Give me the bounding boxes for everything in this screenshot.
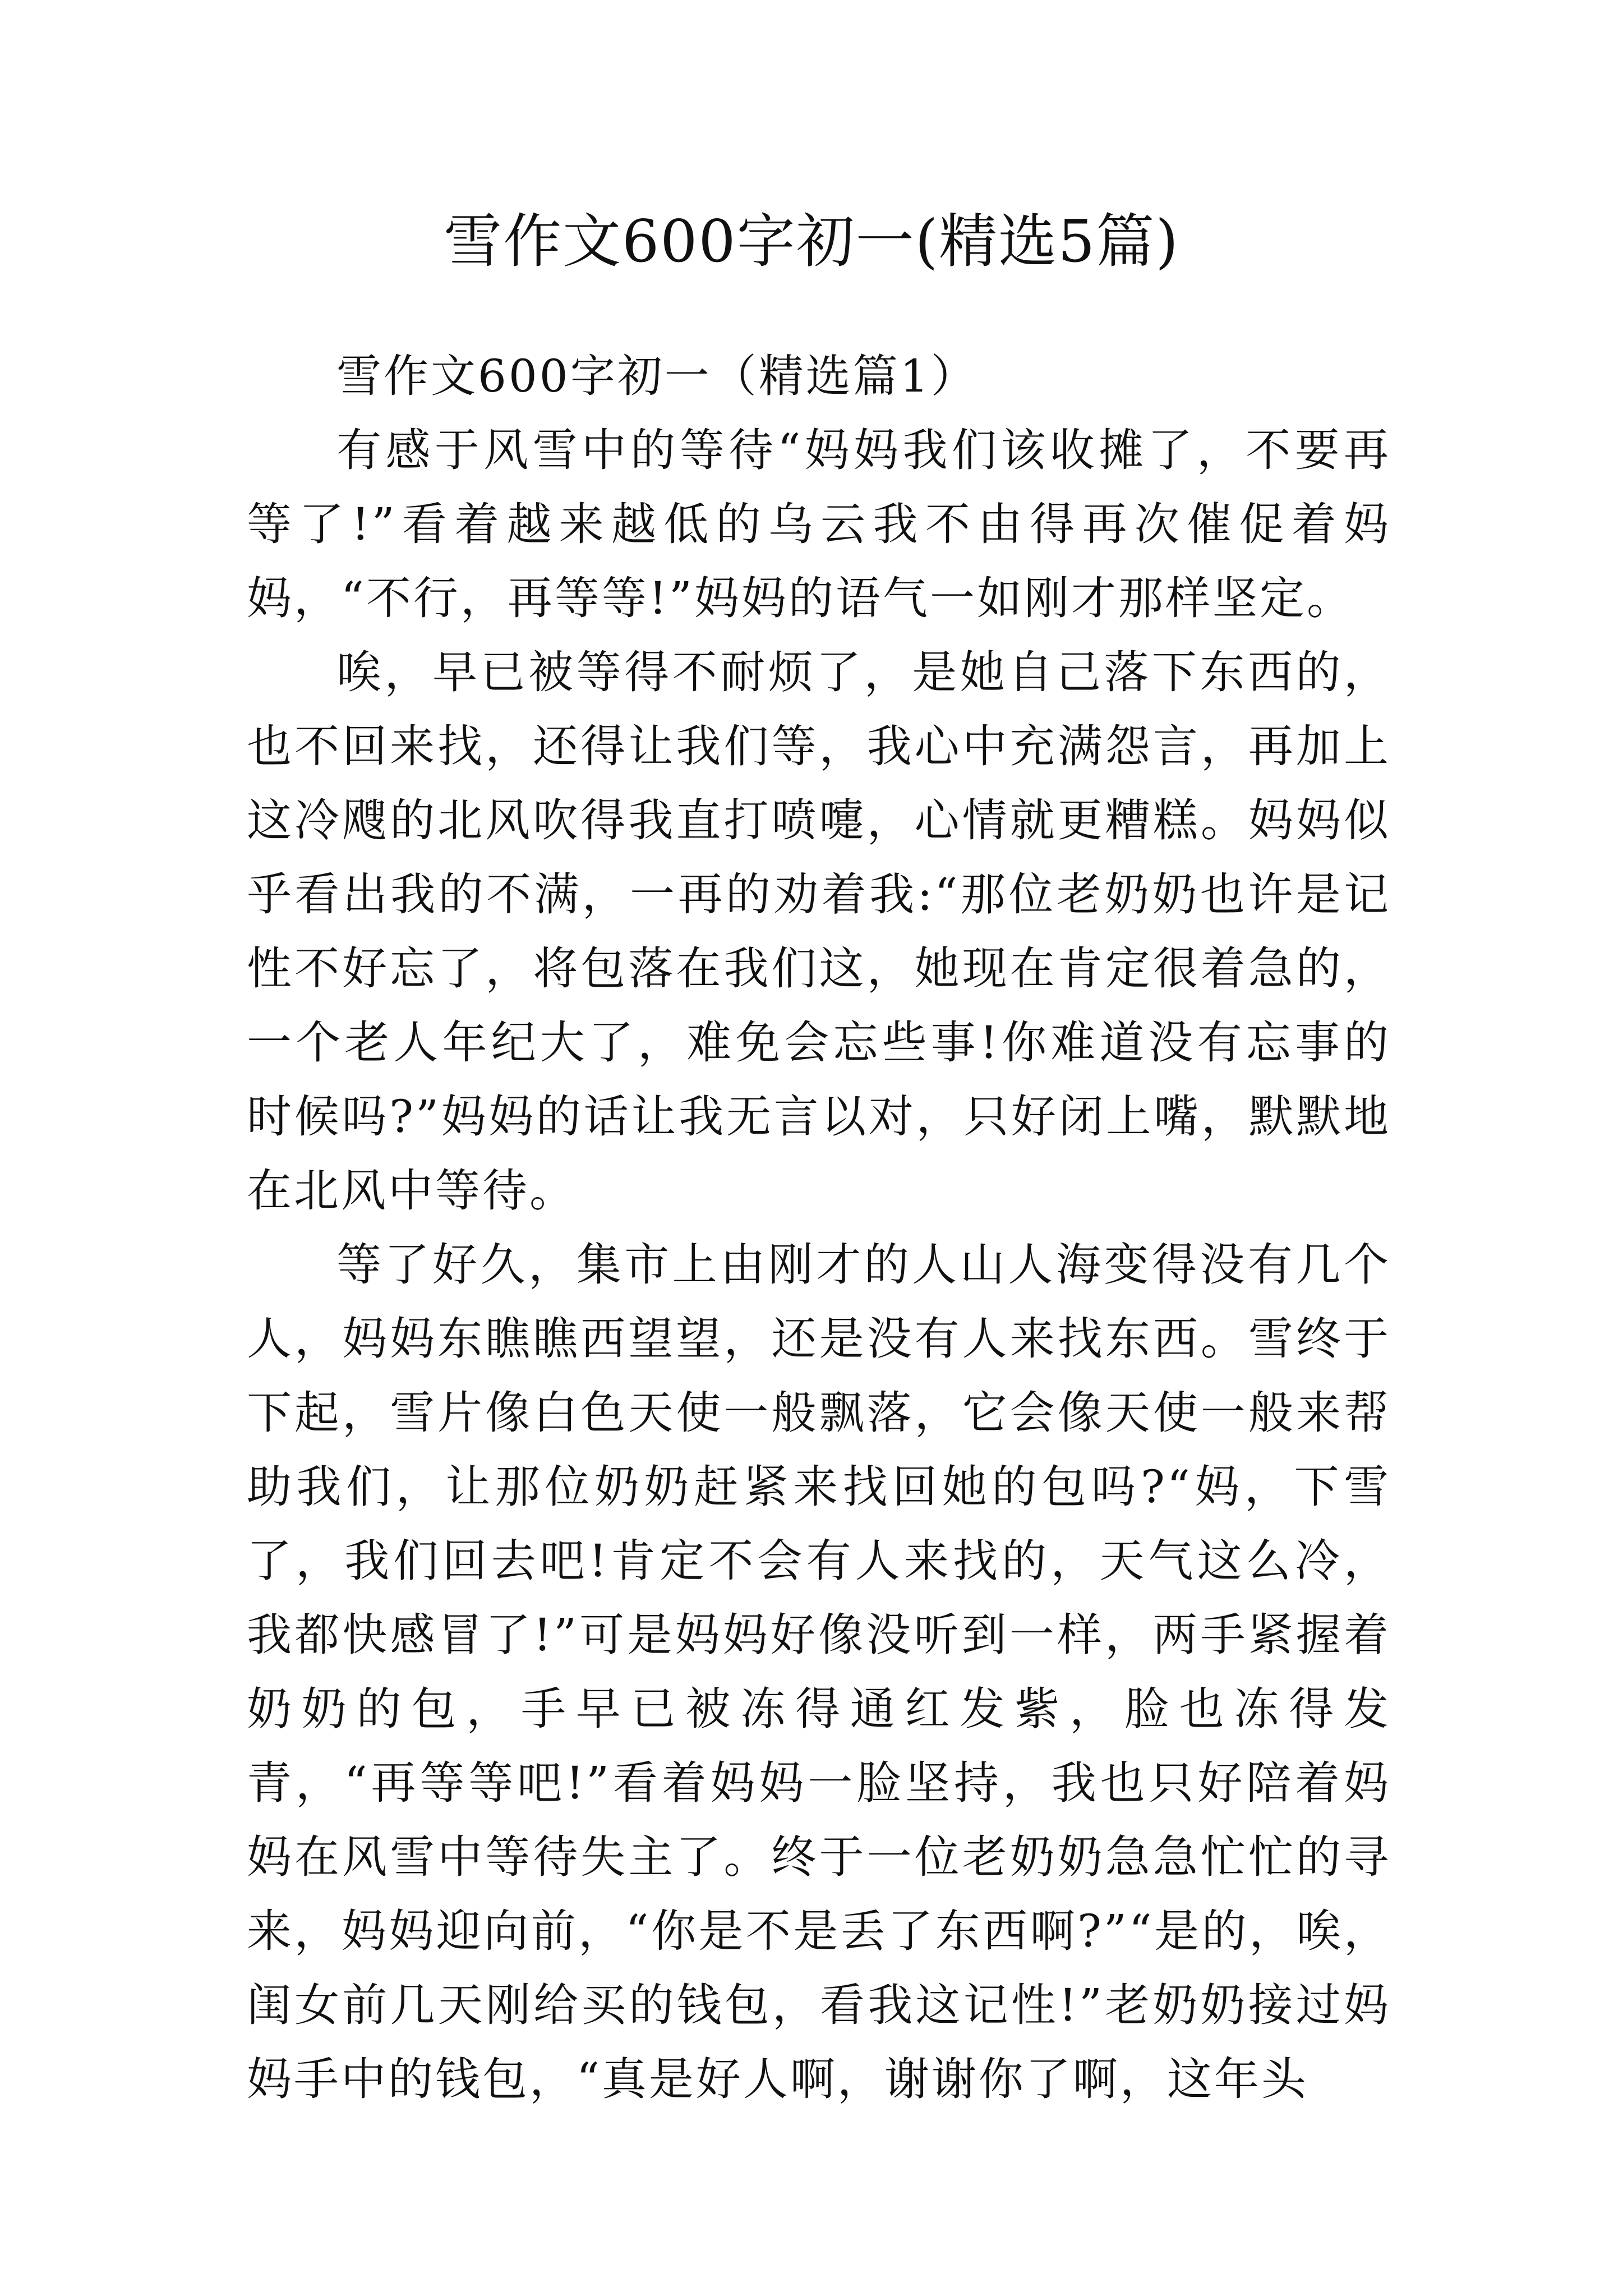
document-body bbox=[247, 339, 1391, 2116]
paragraph: 唉，早已被等得不耐烦了，是她自己落下东西的，也不回来找，还得让我们等，我心中充满怨言，再加上这冷飕的北风吹得我直打喷嚏，心情就更糟糕。妈妈似乎看出我的不满，一再的劝着我:“那位老奶奶也许是记性不好忘了，将包落在我们这，她现在肯定很着急的，一个老人年纪大了，难免会忘些事!你难道没有忘事的时候吗?”妈妈的话让我无言以对，只好闭上嘴，默默地在北风中等待。 bbox=[247, 646, 1391, 1217]
section-heading: 雪作文600字初一（精选篇1） bbox=[336, 350, 978, 402]
paragraph: 有感于风雪中的等待“妈妈我们该收摊了，不要再等了!”看着越来越低的乌云我不由得再次催促着妈妈，“不行，再等等!”妈妈的语气一如刚才那样坚定。 bbox=[247, 424, 1391, 624]
document-title: 雪作文600字初一(精选5篇) bbox=[444, 207, 1179, 275]
paragraph: 等了好久，集市上由刚才的人山人海变得没有几个人，妈妈东瞧瞧西望望，还是没有人来找东西。雪终于下起，雪片像白色天使一般飘落，它会像天使一般来帮助我们，让那位奶奶赶紧来找回她的包吗?“妈，下雪了，我们回去吧!肯定不会有人来找的，天气这么冷，我都快感冒了!”可是妈妈好像没听到一样，两手紧握着奶奶的包，手早已被冻得通红发紫，脸也冻得发青，“再等等吧!”看着妈妈一脸坚持，我也只好陪着妈妈在风雪中等待失主了。终于一位老奶奶急急忙忙的寻来，妈妈迎向前，“你是不是丢了东西啊?”“是的，唉，闺女前几天刚给买的钱包，看我这记性!”老奶奶接过妈妈手中的钱包，“真是好人啊，谢谢你了啊，这年头 bbox=[247, 1239, 1391, 2105]
